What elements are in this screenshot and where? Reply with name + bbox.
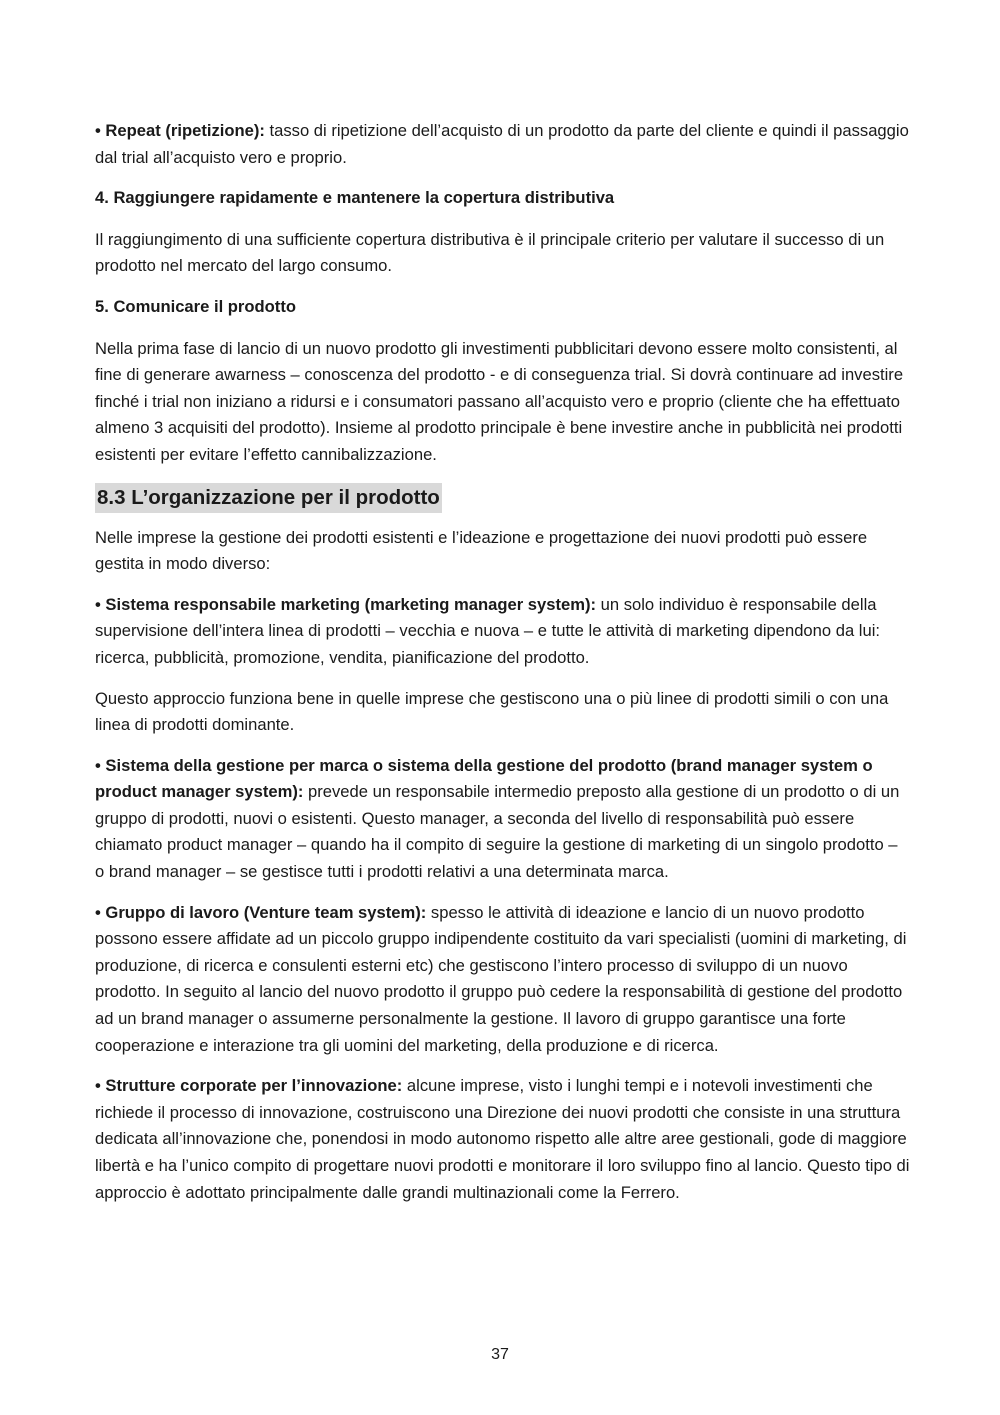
venture-team-text: spesso le attività di ideazione e lancio di un nuovo prodotto possono essere affidate ad un piccolo gruppo indipendente costituito da vari specialisti (uomini di marketing, di produzione, di ricerca e consulenti esterni etc) che gestiscono l’intero processo di sviluppo di un nuovo prodotto. In seguito al lancio del nuovo prodotto il gruppo può cedere la responsabilità di gestione del prodotto ad un brand manager o assumerne personalmente la gestione. Il lavoro di gruppo garantisce una forte cooperazione e interazione tra gli uomini del marketing, della produzione e di ricerca. [95,902,907,1055]
repeat-text: tasso di ripetizione dell’acquisto di un prodotto da parte del cliente e quindi il passaggio dal trial all’acquisto vero e proprio. [95,121,909,167]
marketing-system-paragraph [95,592,910,672]
approach-paragraph: Questo approccio funziona bene in quelle imprese che gestiscono una o più linee di prodotti simili o con una linea di prodotti dominante. [95,688,889,735]
copertura-paragraph: Il raggiungimento di una sufficiente copertura distributiva è il principale criterio per valutare il successo di un prodotto nel mercato del largo consumo. [95,229,885,276]
section-title: 8.3 L’organizzazione per il prodotto [95,483,442,513]
corporate-term: • Strutture corporate per l’innovazione: [95,1076,403,1096]
intro-paragraph: Nelle imprese la gestione dei prodotti esistenti e l’ideazione e progettazione dei nuovi prodotti può essere gestita in modo diverso: [95,527,868,574]
page-number: 37 [491,1346,509,1363]
brand-system-paragraph [95,753,910,886]
heading-copertura-distributiva: 4. Raggiungere rapidamente e mantenere la copertura distributiva [95,188,615,208]
marketing-system-text: un solo individuo è responsabile della supervisione dell’intera linea di prodotti – vecchia e nuova – e tutte le attività di marketing dipendono da lui: ricerca, pubblicità, promozione, vendita, pianificazione del prodotto. [95,594,881,667]
section-title-wrapper [95,483,910,525]
comunicare-paragraph: Nella prima fase di lancio di un nuovo prodotto gli investimenti pubblicitari devono essere molto consistenti, al fine di generare awarness – conoscenza del prodotto - e di conseguenza trial. Si dovrà continuare ad investire finché i trial non iniziano a ridursi e i consumatori passano all’acquisto vero e proprio (cliente che ha effettuato almeno 3 acquisiti del prodotto). Insieme al prodotto principale è bene investire anche in pubblicità nei prodotti esistenti per evitare l’effetto cannibalizzazione. [95,338,904,464]
repeat-paragraph [95,118,910,171]
brand-system-text: prevede un responsabile intermedio preposto alla gestione di un prodotto o di un gruppo di prodotti, nuovi o esistenti. Questo manager, a seconda del livello di responsabilità può essere chiamato product manager – quando ha il compito di seguire la gestione di marketing di un singolo prodotto – o brand manager – se gestisce tutti i prodotti relativi a una determinata marca. [95,782,900,882]
venture-team-paragraph [95,900,910,1060]
corporate-text: alcune imprese, visto i lunghi tempi e i notevoli investimenti che richiede il processo di innovazione, costruiscono una Direzione dei nuovi prodotti che consiste in una struttura dedicata all’innovazione che, ponendosi in modo autonomo rispetto alle altre aree gestionali, gode di maggiore libertà e ha l’unico compito di progettare nuovi prodotti e monitorare il loro sviluppo fino al lancio. Questo tipo di approccio è adottato principalmente dalle grandi multinazionali come la Ferrero. [95,1076,910,1202]
marketing-system-term: • Sistema responsabile marketing (marketing manager system): [95,594,597,614]
brand-system-term: • Sistema della gestione per marca o sistema della gestione del prodotto (brand manager system o product manager system): [95,755,873,802]
corporate-paragraph [95,1073,910,1206]
heading-comunicare-prodotto: 5. Comunicare il prodotto [95,296,296,316]
venture-team-term: • Gruppo di lavoro (Venture team system): [95,902,427,922]
repeat-term: • Repeat (ripetizione): [95,121,265,140]
document-page [95,118,910,1220]
